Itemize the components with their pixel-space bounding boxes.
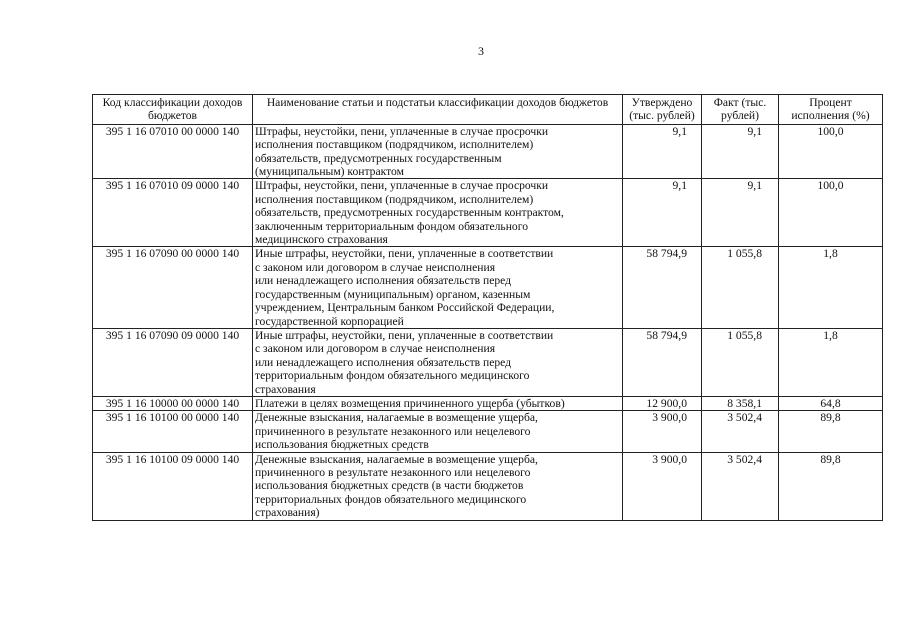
- cell-percent: 1,8: [779, 247, 883, 328]
- cell-percent: 100,0: [779, 179, 883, 247]
- header-code: Код классификации доходов бюджетов: [93, 95, 253, 125]
- table-row: [93, 124, 883, 179]
- table-row: [93, 452, 883, 520]
- header-percent: Процент исполнения (%): [779, 95, 883, 125]
- cell-percent: 100,0: [779, 124, 883, 179]
- cell-code: 395 1 16 07090 09 0000 140: [93, 328, 253, 396]
- cell-name: Штрафы, неустойки, пени, уплаченные в случае просрочки исполнения поставщиком (подрядчиком, исполнителем) обязательств, предусмотренных государственным контрактом, заключенным территориальным фондом обязательного медицинского страхования: [253, 179, 623, 247]
- cell-code: 395 1 16 10000 00 0000 140: [93, 396, 253, 410]
- cell-approved: 3 900,0: [623, 411, 702, 452]
- budget-revenue-table: [92, 94, 883, 521]
- cell-approved: 58 794,9: [623, 247, 702, 328]
- cell-name: Иные штрафы, неустойки, пени, уплаченные в соответствии с законом или договором в случае неисполнения или ненадлежащего исполнения обязательств перед территориальным фондом обязательного медицинского страхования: [253, 328, 623, 396]
- cell-fact: 3 502,4: [702, 411, 779, 452]
- cell-approved: 3 900,0: [623, 452, 702, 520]
- table-row: [93, 179, 883, 247]
- header-name: Наименование статьи и подстатьи классификации доходов бюджетов: [253, 95, 623, 125]
- cell-percent: 89,8: [779, 452, 883, 520]
- cell-fact: 1 055,8: [702, 328, 779, 396]
- table-row: [93, 328, 883, 396]
- page-number: 3: [478, 44, 484, 58]
- cell-name: Денежные взыскания, налагаемые в возмещение ущерба, причиненного в результате незаконного или нецелевого использования бюджетных средств (в части бюджетов территориальных фондов обязательного медицинского страхования): [253, 452, 623, 520]
- cell-percent: 1,8: [779, 328, 883, 396]
- cell-fact: 1 055,8: [702, 247, 779, 328]
- cell-code: 395 1 16 07090 00 0000 140: [93, 247, 253, 328]
- cell-fact: 9,1: [702, 124, 779, 179]
- table-header-row: [93, 95, 883, 125]
- header-approved: Утверждено (тыс. рублей): [623, 95, 702, 125]
- cell-fact: 8 358,1: [702, 396, 779, 410]
- cell-code: 395 1 16 07010 09 0000 140: [93, 179, 253, 247]
- cell-name: Штрафы, неустойки, пени, уплаченные в случае просрочки исполнения поставщиком (подрядчиком, исполнителем) обязательств, предусмотренных государственным (муниципальным) контрактом: [253, 124, 623, 179]
- cell-code: 395 1 16 10100 00 0000 140: [93, 411, 253, 452]
- table-row: [93, 247, 883, 328]
- cell-approved: 58 794,9: [623, 328, 702, 396]
- header-fact: Факт (тыс. рублей): [702, 95, 779, 125]
- cell-approved: 12 900,0: [623, 396, 702, 410]
- cell-approved: 9,1: [623, 124, 702, 179]
- cell-code: 395 1 16 07010 00 0000 140: [93, 124, 253, 179]
- cell-approved: 9,1: [623, 179, 702, 247]
- cell-percent: 89,8: [779, 411, 883, 452]
- cell-name: Иные штрафы, неустойки, пени, уплаченные в соответствии с законом или договором в случае неисполнения или ненадлежащего исполнения обязательств перед государственным (муниципальным) органом, казенным учреждением, Центральным банком Российской Федерации, государственной корпорацией: [253, 247, 623, 328]
- cell-percent: 64,8: [779, 396, 883, 410]
- cell-fact: 9,1: [702, 179, 779, 247]
- cell-fact: 3 502,4: [702, 452, 779, 520]
- cell-name: Денежные взыскания, налагаемые в возмещение ущерба, причиненного в результате незаконного или нецелевого использования бюджетных средств: [253, 411, 623, 452]
- table-row: [93, 411, 883, 452]
- cell-code: 395 1 16 10100 09 0000 140: [93, 452, 253, 520]
- cell-name: Платежи в целях возмещения причиненного ущерба (убытков): [253, 396, 623, 410]
- table-row: [93, 396, 883, 410]
